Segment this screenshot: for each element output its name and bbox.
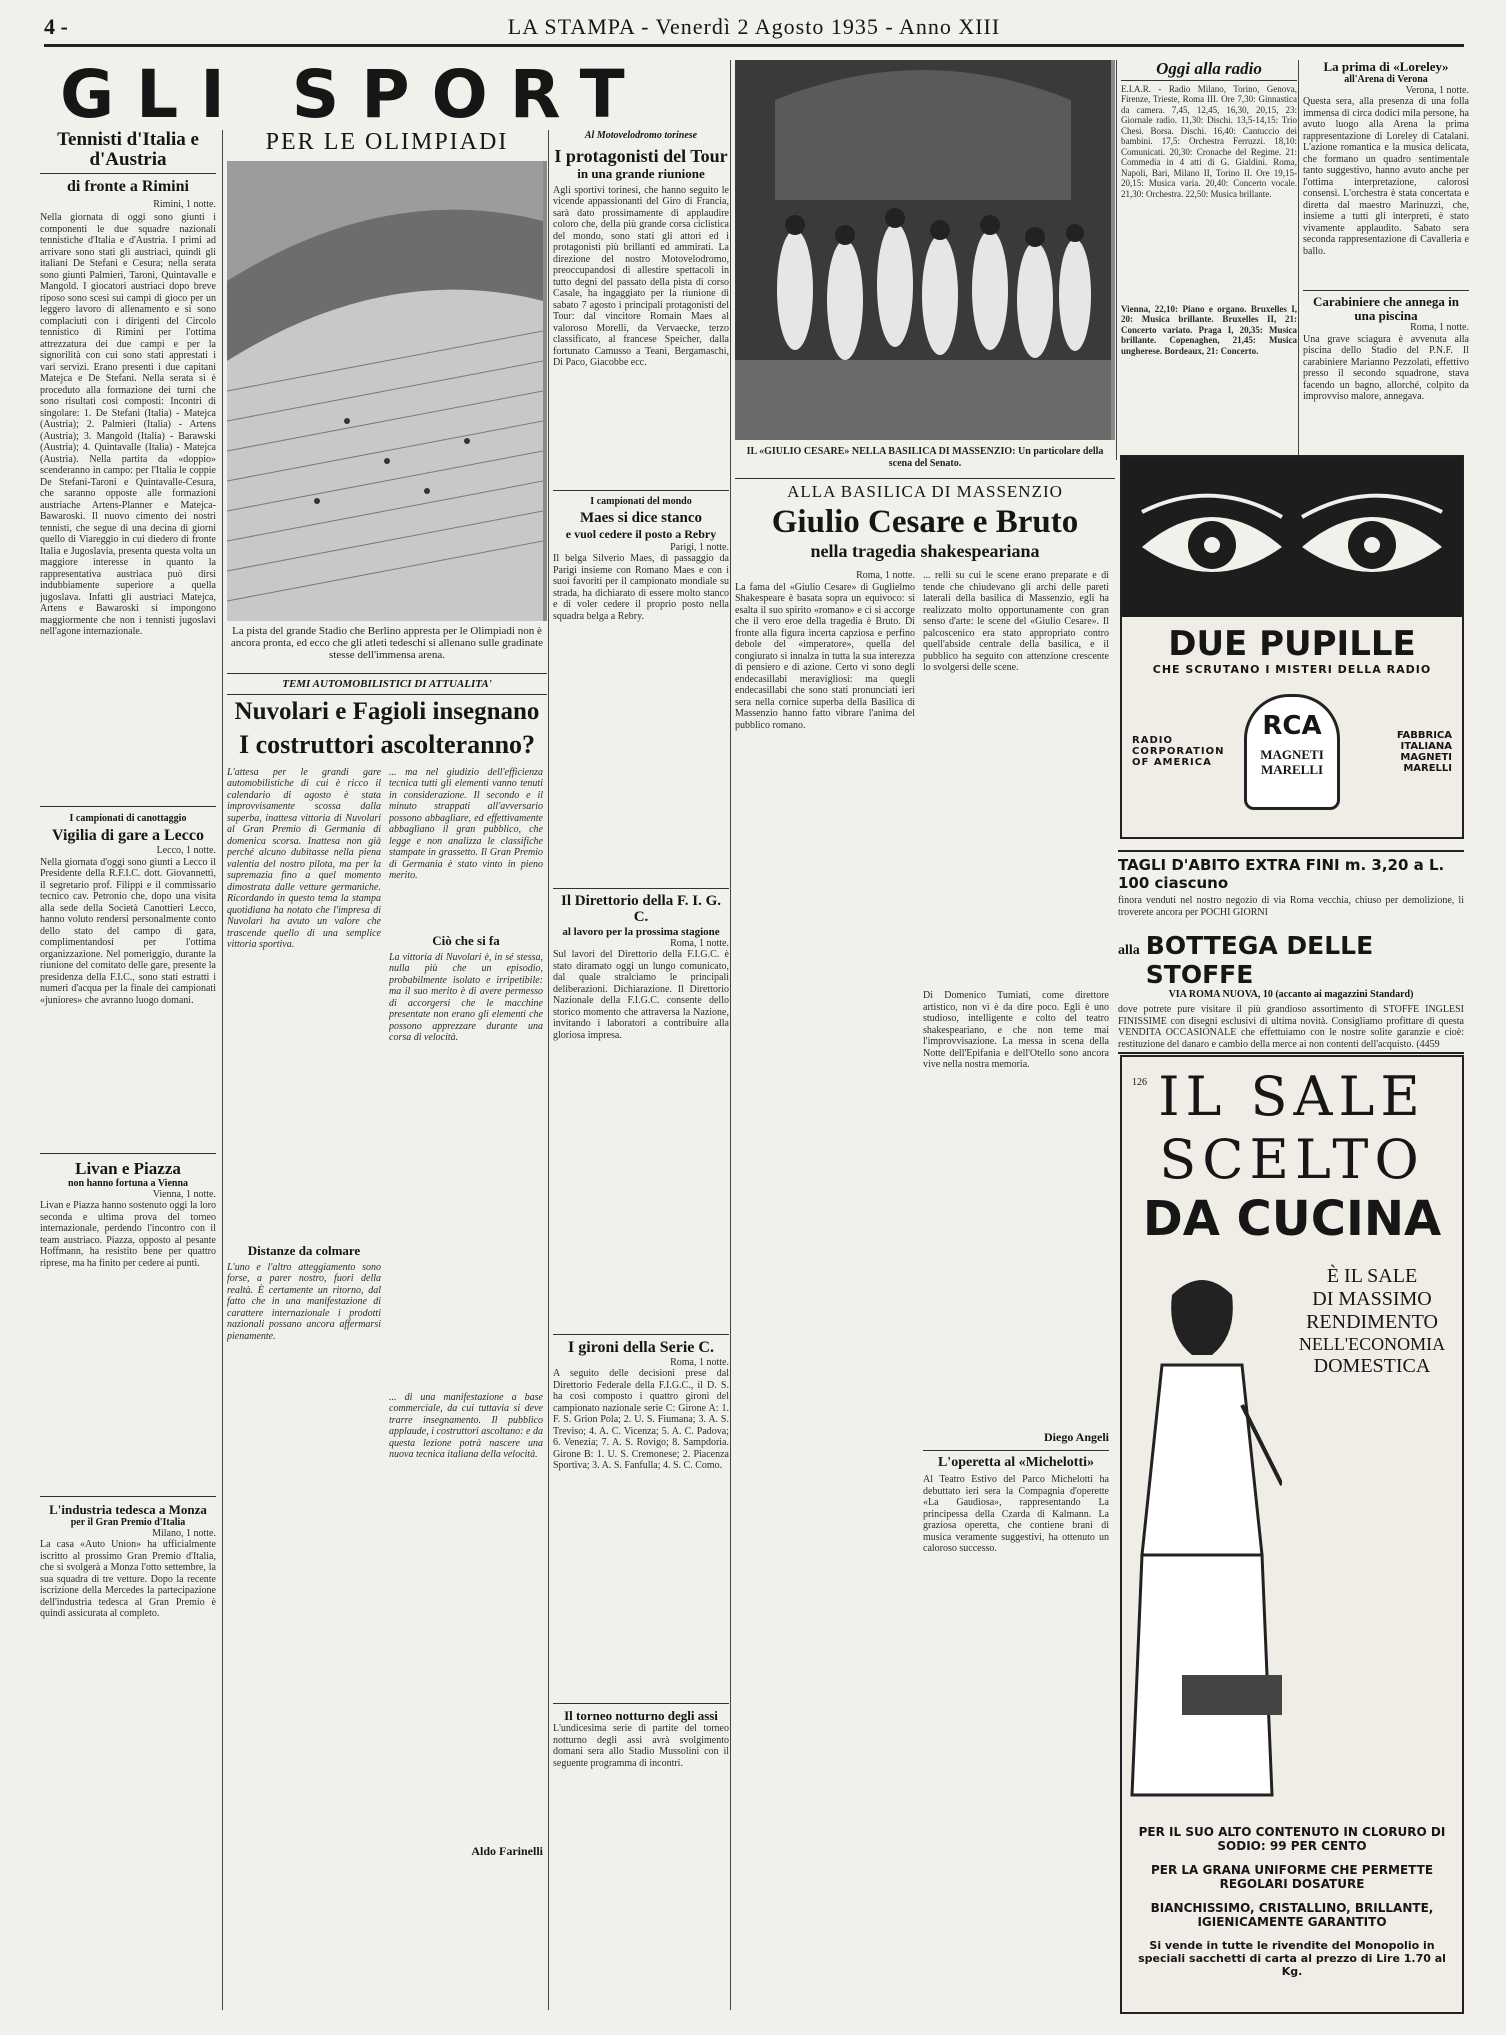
- stoffe-body: dove potrete pure visitare il più grandioso assortimento di STOFFE INGLESI FINISSIME con disegni esclusivi di ultima novità. Consigliamo profittare di questa VENDITA OCCASIONALE che effettuiamo con le nostre solite garanzie e cioè: restituzione del danaro e cambio della merce ai non contenti dell'acquisto. (4459: [1118, 1004, 1464, 1050]
- monza-kicker: per il Gran Premio d'Italia: [70, 1516, 186, 1528]
- tour-body: Agli sportivi torinesi, che hanno seguito le vicende appassionanti del Giro di Francia, sarà dato prossimamente di applaudire coloro che, della più grande corsa ciclistica del mondo, sono stati gli attori ed i protagonisti più brillanti ed ammirati. La direzione del nostro Motovelodromo, preoccupandosi di allestire spettacoli in tutto degni del passato della pista di corso Casale, ha ingaggiato per la riunione di sabato 7 agosto i principali protagonisti del Tour: dal vincitore Romain Maes al valoroso Morelli, da Vervaecke, terzo classificato, al francese Speicher, dalla fortunato Camusso a Teani, Bergamaschi, Di Paco, Giacobbe ecc.: [553, 184, 729, 369]
- maes-body: Il belga Silverio Maes, di passaggio da Parigi insieme con Romano Maes e con i suoi favoriti per il campionato mondiale su strada, ha dichiarato di essere molto stanco e di voler cedere il proprio posto nella squadra belga a Rebry.: [553, 553, 729, 622]
- auto-subhead-a: Ciò che si fa: [432, 932, 500, 948]
- stoffe-store-row: [1118, 931, 1464, 989]
- operetta-body: Al Teatro Estivo del Parco Michelotti ha debuttato ieri sera la Compagnia d'operette «La Gaudiosa», rappresentando La principessa della Czarda di Kalmann. La graziosa operetta, che contiene brani di musica veramente suggestivi, ha ottenuto un caloroso successo.: [923, 1474, 1109, 1555]
- column-radio: [1116, 60, 1297, 460]
- torneo-body: L'undicesima serie di partite del torneo notturno degli assi avrà svolgimento domani sera allo Stadio Mussolini con il seguente programma di incontri.: [553, 1723, 729, 1769]
- masthead-line: LA STAMPA - Venerdì 2 Agosto 1935 - Anno XIII: [507, 14, 1001, 39]
- tennis-body: Nella giornata di oggi sono giunti i componenti le due squadre nazionali tennistiche d'Italia e d'Austria. I primi ad arrivare sono stati gli austriaci, quindi gli italiani De Stefani e Cesura; nella serata sono giunti Palmieri, Taroni, Quintavalle e Mangold. I giocatori austriaci dopo breve riposo sono scesi sui campi di gioco per un leggero lavoro di allenamento e si sono complaciuti con i dirigenti del Circolo tennistico di Rimini per l'ottima attrezzatura dei due campi e per la signorilità con cui sono stati apprestati i vari servizi. Erano presenti i due capitani Matejca e De Stefani. Nella serata si è proceduto alla formazione dei turni che sono risultati così composti: Incontri di singolare: 1. De Stefani (Italia) - Matejca (Austria); 2. Palmieri (Italia) - Artens (Austria); 3. Mangold (Italia) - Barawski (Austria); 4. Quintavalle (Italia) - Matejca (Austria). Nella partita da «doppio» scenderanno in campo: per l'Italia le coppie De Stefani-Taroni e Quintavalle-Cesura, che saranno opposte alle formazioni austriache Artens-Planner e Matejca-Bawaroski. Il nuovo cimento dei nostri tennisti, che segue di una decina di giorni quello di Viareggio in cui diedero di fronte Italia e Jugoslavia, presenta questa volta un maggiore interesse in quanto la rappresentativa austriaca può dirsi indubbiamente superiore a quella jugoslava. Infatti gli austriaci Matejca, Artens e Bawaroski si impongono maggiormente che non i tennisti jugoslavi nell'agone internazionale.: [40, 212, 216, 638]
- giulio-cesare-photo: [735, 60, 1115, 440]
- theatre-subhead: nella tragedia shakespeariana: [810, 541, 1040, 562]
- carabiniere-headline: Carabiniere che annega in una piscina: [1312, 294, 1459, 323]
- sale-title-1: IL SALE: [1158, 1065, 1426, 1128]
- rowing-headline: Vigilia di gare a Lecco: [52, 827, 204, 845]
- figc-dateline: Roma, 1 notte.: [670, 937, 729, 949]
- column-1: [40, 130, 216, 2010]
- sale-title-3: DA CUCINA: [1142, 1191, 1442, 1247]
- rca-logo-row: [1122, 676, 1462, 810]
- rca-left-text: RADIO CORPORATION OF AMERICA: [1132, 735, 1225, 769]
- stoffe-prefix: alla: [1118, 943, 1140, 958]
- divider: [553, 1703, 729, 1704]
- auto-article-right: [389, 767, 543, 1859]
- auto-signature: Aldo Farinelli: [471, 1843, 543, 1858]
- divider: [553, 1334, 729, 1335]
- stoffe-address: VIA ROMA NUOVA, 10 (accanto ai magazzini Standard): [1168, 989, 1414, 1000]
- page-number: 4 -: [44, 14, 68, 39]
- divider: [40, 1496, 216, 1497]
- radio-body: E.I.A.R. - Radio Milano, Torino, Genova, Firenze, Trieste, Roma III. Ore 7,30: Ginnastica da camera. 7,45, 12,45, 16,30, 20,15, 23: Giornale radio. 11,30: Dischi. 13,5-14,15: Trio Chesi. Borsa. Dischi. 16,40: Cantuccio dei bambini. 17,5: Orchestra Ferruzzi. 18,10: Comunicati. 20,30: Cronache del Regime. 21: Commedia in 4 atti di G. Gialdini. Roma, Napoli, Bari, Milano II, Torino II. Ore 19,15-20,15: Musica varia. 20,40: Concerto vocale. 21,30: Orchestra. 22,50: Musica brillante.: [1121, 83, 1297, 199]
- auto-article-columns: [227, 767, 547, 1859]
- rowing-body: Nella giornata d'oggi sono giunti a Lecco il Presidente della R.F.I.C. dott. Giovannetti, il segretario prof. Filippi e il commissario tecnico cav. Petronio che, dopo una visita alla sede della Società Canottieri Lecco, hanno voluto rendersi personalmente conto dello stato del campo di gara, complimentandosi per l'ottima organizzazione. Nel pomeriggio, durante la riunione del comitato delle gare, presente la presidenza della F.I.C., sono stati estratti i numeri d'acqua per la finale dei campionati «juniores» che avranno luogo domani.: [40, 856, 216, 1006]
- theatre-body-b: ... relli su cui le scene erano preparate e di tende che chiudevano gli archi delle pareti laterali della basilica di Massenzio, egli ha realizzato molto opportunamente con gran senso d'arte: le scene del «Giulio Cesare». Il palcoscenico era stato appropriato contro quell'abside centrale della basilica, e il pubblico ha seguito con attenzione crescente lo svolgersi delle scene.: [923, 570, 1109, 674]
- radio-headline: Oggi alla radio: [1121, 60, 1297, 81]
- auto-article-left: [227, 767, 381, 1859]
- sale-illustration-row: [1122, 1255, 1462, 1815]
- loreley-body: Questa sera, alla presenza di una folla immensa di circa dodici mila persone, ha avuto luogo alla Arena la prima rappresentazione di Loreley di Catalani. L'azione romantica e la musica delicata, che formano un quadro sentimentale tanto suggestivo, hanno avuto anche per l'ottima interpretazione, calorosi consensi. L'orchestra è stata concertata e diretta dal maestro Marinuzzi, che, insieme a tutti gli interpreti, è stato vivamente applaudito. Sabato sera seconda rappresentazione di Cavalleria e ballo.: [1303, 96, 1469, 257]
- loreley-subhead: all'Arena di Verona: [1344, 73, 1428, 85]
- maes-kicker: I campionati del mondo: [590, 495, 692, 507]
- rca-headline: DUE PUPILLE: [1168, 624, 1416, 664]
- theatre-dateline: Roma, 1 notte.: [856, 570, 915, 582]
- radio-stations: Vienna, 22,10: Piano e organo. Bruxelles I, 20: Musica brillante. Bruxelles II, 21: Concerto variato. Praga I, 20,35: Musica brillante. Copenaghen, 21,45: Musica ungherese. Bordeaux, 21: Concerto.: [1121, 303, 1297, 356]
- theatre-body-c: Di Domenico Tumiati, come direttore artistico, non vi è da dire poco. Egli è uno studioso, intelligente e colto del teatro shakespeariano, e che non teme mai l'improvvisazione. La messa in scena della Notte dell'Epifania e dell'Otello sono ancora vive nella nostra memoria.: [923, 990, 1109, 1071]
- auto-subhead-b: Distanze da colmare: [247, 1242, 361, 1258]
- stoffe-store: BOTTEGA DELLE STOFFE: [1145, 931, 1374, 989]
- theatre-article-left: [735, 570, 915, 1934]
- auto-body-e: ... di una manifestazione a base commerciale, da cui tuttavia si deve trarre insegnamento. Il pubblico applaude, i costruttori ascoltano: e da questa lezione potrà nascere una nuova tecnica italiana della velocità.: [389, 1391, 543, 1461]
- rca-advertisement: [1120, 455, 1464, 839]
- figc-subhead: al lavoro per la prossima stagione: [562, 925, 720, 938]
- rca-logo-subtext: MAGNETI MARELLI: [1260, 746, 1324, 777]
- torneo-headline: Il torneo notturno degli assi: [564, 1708, 718, 1724]
- loreley-dateline: Verona, 1 notte.: [1405, 84, 1469, 96]
- tour-subhead: in una grande riunione: [577, 165, 705, 181]
- boxing-dateline: Vienna, 1 notte.: [152, 1188, 216, 1200]
- giulio-cesare-caption: IL «GIULIO CESARE» NELLA BASILICA DI MASSENZIO: Un particolare della scena del Senato.: [746, 446, 1104, 469]
- maes-headline: Maes si dice stanco: [579, 509, 703, 526]
- rca-logo-text: RCA: [1262, 710, 1322, 741]
- divider: [40, 1153, 216, 1154]
- divider: [553, 888, 729, 889]
- monza-body: La casa «Auto Union» ha ufficialmente iscritto al prossimo Gran Premio d'Italia, che si svolgerà a Monza l'otto settembre, la sua squadra di tre vetture. Dopo la recente iscrizione della Mercedes la partecipazione dell'industria tedesca al Gran Premio è quindi assicurata al completo.: [40, 1539, 216, 1620]
- sale-bottom-1: PER IL SUO ALTO CONTENUTO IN CLORURO DI SODIO: 99 PER CENTO: [1138, 1825, 1446, 1853]
- sale-bottom-3: BIANCHISSIMO, CRISTALLINO, BRILLANTE, IGIENICAMENTE GARANTITO: [1150, 1901, 1434, 1929]
- stoffe-headline: TAGLI D'ABITO EXTRA FINI m. 3,20 a L. 100 ciascuno: [1118, 856, 1445, 892]
- theatre-kicker: ALLA BASILICA DI MASSENZIO: [787, 482, 1063, 501]
- seriec-body: A seguito delle decisioni prese dal Direttorio Federale della F.I.G.C., il D. S. ha così composto i quattro gironi del campionato nazionale serie C: Girone A: 1. F. S. Grion Pola; 2. U. S. Fiumana; 3. A. S. Treviso; 4. A. C. Vicenza; 5. A. C. Padova; 6. Venezia; 7. A. S. Rovigo; 8. Sampdoria. Girone B: 1. U. S. Cremonese; 2. Piacenza Sportiva; 3. A. S. Fanfulla; 4. S. C. Como.: [553, 1368, 729, 1472]
- rowing-dateline: Lecco, 1 notte.: [156, 845, 216, 857]
- maes-subhead: e vuol cedere il posto a Rebry: [565, 526, 717, 541]
- stadium-photo: [227, 161, 547, 621]
- sale-advertisement: [1120, 1055, 1464, 2014]
- auto-body-d: L'uno e l'altro atteggiamento sono forse, a parer nostro, fuori della realtà. È certamente un ritorno, dal fatto che in una manifestazione di carattere internazionale i prodotti nazionali possano ancora affermarsi pienamente.: [227, 1261, 381, 1342]
- olympics-headline: PER LE OLIMPIADI: [265, 130, 509, 155]
- sale-tagline: [1282, 1255, 1462, 1815]
- carabiniere-dateline: Roma, 1 notte.: [1410, 322, 1469, 334]
- sale-tag-5: DOMESTICA: [1313, 1355, 1431, 1377]
- column-3: [548, 130, 729, 2010]
- auto-headline-2: I costruttori ascolteranno?: [238, 730, 536, 760]
- monza-dateline: Milano, 1 notte.: [152, 1527, 216, 1539]
- column-7: [1298, 60, 1469, 460]
- tour-kicker: Al Motovelodromo torinese: [584, 130, 698, 141]
- sale-tag-4: NELL'ECONOMIA: [1298, 1334, 1446, 1354]
- sale-tag-1: È IL SALE: [1326, 1265, 1418, 1287]
- sale-bottom-2: PER LA GRANA UNIFORME CHE PERMETTE REGOLARI DOSATURE: [1150, 1863, 1434, 1891]
- theatre-body-a: La fama del «Giulio Cesare» di Guglielmo Shakespeare è basata sopra un equivoco: si esalta il suo spirito «romano» e ci si accorge che il vero eroe della tragedia è Bruto. Di fronte alla figura incerta capziosa e perfino debole del «imperatore», quella del congiurato si innalza in tutta la sua interezza di pensiero e di azione. Certo vi sono degli endecasillabi meravigliosi: ma quegli endecasillabi che sono stati pronunciati ieri sera nella cornice superba della Basilica di Massenzio hanno fatto vibrare l'anima del pubblico romano.: [735, 581, 915, 731]
- column-2: [222, 130, 547, 2010]
- divider: [1303, 290, 1469, 291]
- operetta-headline: L'operetta al «Michelotti»: [937, 1455, 1095, 1471]
- divider: [40, 806, 216, 807]
- carabiniere-body: Una grave sciagura è avvenuta alla piscina dello Stadio del P.N.F. Il carabiniere Marianno Pezzolati, effettivo presso il secondo squadrone, stava facendo un bagno, allorché, colpito da improvviso malore, annegava.: [1303, 333, 1469, 403]
- auto-body-c: La vittoria di Nuvolari è, in sé stessa, nulla più che un episodio, probabilmente isolato e irripetibile: ma il suo merito è di avere permesso di accorgersi che le macchine presentate non erano gli elementi che possono apprezzare durante una corsa di velocità.: [389, 951, 543, 1044]
- rca-right-text: FABBRICA ITALIANA MAGNETI MARELLI: [1396, 729, 1452, 774]
- seriec-dateline: Roma, 1 notte.: [670, 1356, 729, 1368]
- stoffe-line1: finora venduti nel nostro negozio di via Roma vecchia, chiuso per demolizione, li troverete ancora per POCHI GIORNI: [1118, 895, 1464, 918]
- maes-dateline: Parigi, 1 notte.: [670, 541, 729, 553]
- giulio-cesare-photo-image: [735, 60, 1111, 440]
- figc-body: Sul lavori del Direttorio della F.I.G.C. è stato diramato oggi un lungo comunicato, dal quale stralciamo le principali deliberazioni. Dichiarazione. Il Direttorio Nazionale della F.I.G.C. consente dello storico momento che attraversa la Nazione, invitando i laboratori a contribuire alla gloriosa impresa.: [553, 949, 729, 1041]
- divider: [735, 478, 1115, 479]
- figc-headline: Il Direttorio della F. I. G. C.: [561, 893, 721, 925]
- theatre-headline: Giulio Cesare e Bruto: [771, 503, 1079, 540]
- tour-headline: I protagonisti del Tour: [554, 146, 728, 166]
- sale-tag-3: RENDIMENTO: [1306, 1311, 1438, 1333]
- section-title: GLI SPORT: [60, 60, 647, 130]
- auto-headline: Nuvolari e Fagioli insegnano: [234, 698, 540, 726]
- tennis-dateline: Rimini, 1 notte.: [153, 198, 216, 210]
- theatre-article-right: [923, 570, 1109, 1934]
- divider: [227, 694, 547, 695]
- stoffe-advertisement: [1118, 850, 1464, 1054]
- stadium-photo-caption: La pista del grande Stadio che Berlino appresta per le Olimpiadi non è ancora pronta, ed ecco che gli atleti tedeschi si allenano sulle gradinate stesse dell'immensa arena.: [230, 625, 544, 662]
- theatre-signature: Diego Angeli: [1044, 1430, 1109, 1445]
- seriec-headline: I gironi della Serie C.: [568, 1339, 714, 1357]
- tennis-headline: Tennisti d'Italia e d'Austria: [40, 130, 216, 174]
- sale-number: 126: [1132, 1077, 1147, 1088]
- cook-illustration: [1122, 1255, 1282, 1815]
- sale-tag-2: DI MASSIMO: [1312, 1288, 1432, 1310]
- boxing-headline: Livan e Piazza: [75, 1158, 181, 1178]
- boxing-kicker: non hanno fortuna a Vienna: [67, 1177, 189, 1189]
- rca-logo: [1244, 694, 1340, 810]
- loreley-headline: La prima di «Loreley»: [1323, 60, 1449, 74]
- column-4-5: [730, 60, 1115, 2010]
- eyes-illustration: [1122, 457, 1462, 617]
- stadium-photo-image: [227, 161, 543, 621]
- monza-headline: L'industria tedesca a Monza: [49, 1502, 207, 1518]
- masthead: [44, 8, 1464, 47]
- auto-body-a: L'attesa per le grandi gare automobilistiche di cui è ricco il calendario di agosto è stata improvvisamente scossa dalla superba, inattesa vittoria di Nuvolari al Gran Premio di Germania di domenica scorsa. Inattesa non già perché alcuno dubitasse nella piena valentia del nostro pilota, ma per la supremazia fino a quel momento dimostrata dalle vetture germaniche. Ricordando in questo tema la stampa quotidiana ha notato che l'impresa di Nuvolari ha avuto un valore che trascende quello di una semplice vittoria sportiva.: [227, 766, 381, 951]
- divider: [227, 673, 547, 674]
- tennis-subhead: di fronte a Rimini: [67, 177, 189, 195]
- boxing-body: Livan e Piazza hanno sostenuto oggi la loro seconda e ultima prova del torneo internazionale, perdendo l'incontro con il team austriaco. Piazza, opposto al pesante Hoffmann, ha resistito bene per quattro riprese, ma ha finito per cedere ai punti.: [40, 1200, 216, 1269]
- divider: [923, 1450, 1109, 1451]
- auto-kicker: TEMI AUTOMOBILISTICI DI ATTUALITA': [282, 678, 492, 691]
- divider: [553, 490, 729, 491]
- rowing-kicker: I campionati di canottaggio: [69, 813, 187, 825]
- theatre-article-columns: [735, 570, 1115, 1934]
- auto-body-b: ... ma nel giudizio dell'efficienza tecnica tutti gli elementi vanno tenuti in considerazione. Il secondo e il minuto strappati all'avversario possono abbagliare, ed effettivamente abbagliano il gran pubblico, che legge e non analizza le classifiche stampate in grassetto. Il Gran Premio di Germania è stato vinto in pieno merito.: [389, 766, 543, 882]
- sale-title-2: SCELTO: [1159, 1128, 1425, 1191]
- sale-bottom-4: Si vende in tutte le rivendite del Monopolio in speciali sacchetti di carta al prezzo di Lire 1.70 al Kg.: [1138, 1939, 1446, 1978]
- rca-subhead: CHE SCRUTANO I MISTERI DELLA RADIO: [1152, 662, 1432, 676]
